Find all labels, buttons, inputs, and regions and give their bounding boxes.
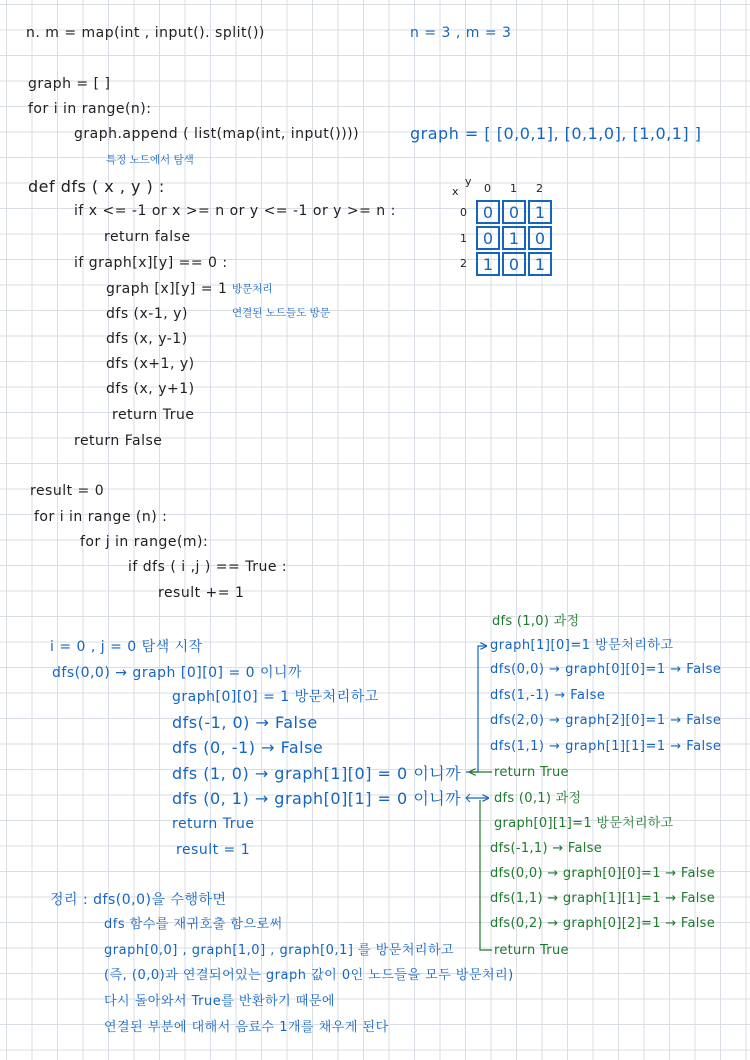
code-line: for j in range(m): <box>80 534 209 550</box>
code-line: return false <box>104 229 191 245</box>
grid-cell: 0 <box>528 226 552 250</box>
code-line: for i in range(n): <box>28 101 152 117</box>
grid-cell: 1 <box>528 200 552 224</box>
code-line: dfs (x, y+1) <box>106 381 195 397</box>
annotation: 특정 노드에서 탐색 <box>106 154 194 166</box>
branch-line: dfs(1,-1) → False <box>490 688 606 703</box>
branch-line: dfs(0,0) → graph[0][0]=1 → False <box>490 866 716 881</box>
trace-line: dfs (0, -1) → False <box>172 738 324 757</box>
code-line: dfs (x-1, y) <box>106 306 188 322</box>
graph-value-label: graph = [ [0,0,1], [0,1,0], [1,0,1] ] <box>410 124 702 143</box>
grid-cell: 1 <box>476 252 500 276</box>
grid-row-header: 1 <box>460 232 467 245</box>
grid-col-header: 0 <box>484 182 491 195</box>
grid-row-header: 2 <box>460 257 467 270</box>
trace-line: return True <box>172 816 255 832</box>
code-line: if x <= -1 or x >= n or y <= -1 or y >= n : <box>74 203 396 219</box>
branch-line: dfs(2,0) → graph[2][0]=1 → False <box>490 713 722 728</box>
grid-corner-x: x <box>452 185 459 198</box>
code-line: graph.append ( list(map(int, input()))) <box>74 126 360 142</box>
n-m-values: n = 3 , m = 3 <box>410 25 512 41</box>
branch-title: dfs (1,0) 과정 <box>492 614 580 629</box>
grid-col-header: 1 <box>510 182 517 195</box>
grid-cell: 0 <box>476 200 500 224</box>
summary-line: graph[0,0] , graph[1,0] , graph[0,1] 를 방문처리하고 <box>104 943 455 958</box>
grid-row-header: 0 <box>460 206 467 219</box>
summary-line: 정리 : dfs(0,0)을 수행하면 <box>50 892 227 908</box>
annotation: 연결된 노드들도 방문 <box>232 307 330 319</box>
code-line: graph [x][y] = 1 <box>106 281 228 297</box>
branch-line: dfs(1,1) → graph[1][1]=1 → False <box>490 739 722 754</box>
trace-line: i = 0 , j = 0 탐색 시작 <box>50 639 203 655</box>
branch-return: return True <box>494 765 569 780</box>
grid-cell: 0 <box>502 200 526 224</box>
grid-cell: 1 <box>502 226 526 250</box>
branch-line: dfs(0,0) → graph[0][0]=1 → False <box>490 662 722 677</box>
summary-line: 연결된 부분에 대해서 음료수 1개를 채우게 된다 <box>104 1020 389 1035</box>
code-line: return True <box>112 407 195 423</box>
trace-line: dfs(0,0) → graph [0][0] = 0 이니까 <box>52 665 303 681</box>
code-line: if graph[x][y] == 0 : <box>74 255 228 271</box>
branch-line: dfs(-1,1) → False <box>490 841 603 856</box>
annotation: 방문처리 <box>232 283 273 295</box>
code-line: for i in range (n) : <box>34 509 168 525</box>
branch-line: graph[1][0]=1 방문처리하고 <box>490 638 674 653</box>
branch-line: graph[0][1]=1 방문처리하고 <box>494 816 674 831</box>
grid-cell: 0 <box>502 252 526 276</box>
code-line: result += 1 <box>158 585 245 601</box>
summary-line: (즉, (0,0)과 연결되어있는 graph 값이 0인 노드들을 모두 방문처리) <box>104 968 514 983</box>
code-line: result = 0 <box>30 483 105 499</box>
code-line: dfs (x+1, y) <box>106 356 195 372</box>
trace-line: result = 1 <box>176 842 251 858</box>
trace-line: dfs (1, 0) → graph[1][0] = 0 이니까 <box>172 764 462 783</box>
code-line: def dfs ( x , y ) : <box>28 177 165 196</box>
code-line: return False <box>74 433 163 449</box>
branch-return: return True <box>494 943 569 958</box>
grid-cell: 1 <box>528 252 552 276</box>
grid-col-header: 2 <box>536 182 543 195</box>
branch-line: dfs(0,2) → graph[0][2]=1 → False <box>490 916 716 931</box>
code-line: graph = [ ] <box>28 76 111 92</box>
grid-corner-y: y <box>465 175 472 188</box>
summary-line: dfs 함수를 재귀호출 함으로써 <box>104 917 283 932</box>
grid-cell: 0 <box>476 226 500 250</box>
trace-line: dfs (0, 1) → graph[0][1] = 0 이니까 <box>172 789 462 808</box>
summary-line: 다시 돌아와서 True를 반환하기 때문에 <box>104 994 335 1009</box>
branch-line: dfs(1,1) → graph[1][1]=1 → False <box>490 891 716 906</box>
trace-line: graph[0][0] = 1 방문처리하고 <box>172 689 379 705</box>
map-input-line: n. m = map(int , input(). split()) <box>26 25 265 41</box>
code-line: dfs (x, y-1) <box>106 331 188 347</box>
branch-title: dfs (0,1) 과정 <box>494 791 582 806</box>
code-line: if dfs ( i ,j ) == True : <box>128 559 288 575</box>
trace-line: dfs(-1, 0) → False <box>172 713 318 732</box>
